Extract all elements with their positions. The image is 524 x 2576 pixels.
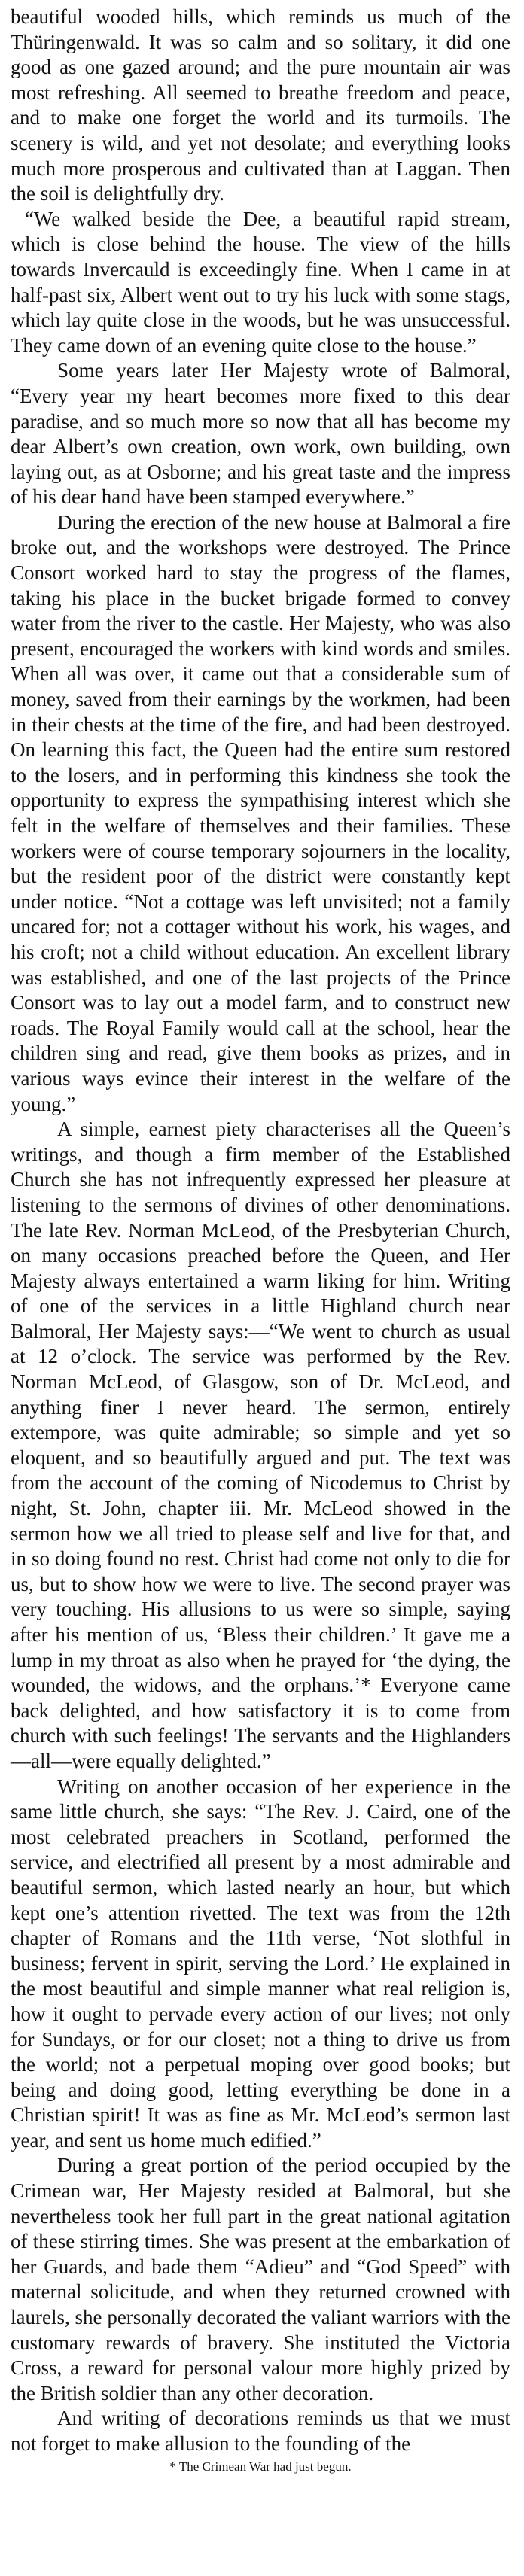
paragraph-1: beautiful wooded hills, which reminds us much of the Thüringenwald. It was so calm and so solitary, it did one good as one gazed around; and the pure mountain air was most refreshing. All seemed to breathe freedom and peace, and to make one forget the world and its turmoils. The scenery is wild, and yet not desolate; and everything looks much more prosperous and cultivated than at Laggan. Then the soil is delightfully dry. — [11, 5, 510, 205]
paragraph-2: “We walked beside the Dee, a beautiful rapid stream, which is close behind the house. The view of the hills towards Invercauld is exceedingly fine. When I came in at half-past six, Albert went out to try his luck with some stags, which lay quite close in the woods, but he was unsuccessful. They came down of an evening quite close to the house.” — [11, 207, 510, 357]
footnote: * The Crimean War had just begun. — [169, 2459, 352, 2474]
paragraph-4: During the erection of the new house at Balmoral a fire broke out, and the workshops were destroyed. The Prince Consort worked hard to stay the progress of the flames, taking his place in the bucket brigade formed to convey water from the river to the castle. Her Majesty, who was also present, encouraged the workers with kind words and smiles. When all was over, it came out that a considerable sum of money, saved from their earnings by the workmen, had been in their chests at the time of the fire, and had been destroyed. On learning this fact, the Queen had the entire sum restored to the losers, and in performing this kindness she took the opportunity to express the sympathising interest which she felt in the welfare of themselves and their families. These workers were of course temporary sojourners in the locality, but the resident poor of the district were constantly kept under notice. “Not a cottage was left unvisited; not a family uncared for; not a cottager without his work, his wages, and his croft; not a child without education. An excellent library was established, and one of the last projects of the Prince Consort was to lay out a model farm, and to construct new roads. The Royal Family would call at the school, hear the children sing and read, give them books as prizes, and in various ways evince their interest in the welfare of the young.” — [11, 510, 510, 1115]
paragraph-6: Writing on another occasion of her experience in the same little church, she says: “The Rev. J. Caird, one of the most celebrated preachers in Scotland, performed the service, and electrified all present by a most admirable and beautiful sermon, which lasted nearly an hour, but which kept one’s attention rivetted. The text was from the 12th chapter of Romans and the 11th verse, ‘Not slothful in business; fervent in spirit, serving the Lord.’ He explained in the most beautiful and simple manner what real religion is, how it ought to pervade every action of our lives; not only for Sundays, or for our closet; not a thing to drive us from the world; not a perpetual moping over good books; but being and doing good, letting everything be done in a Christian spirit! It was as fine as Mr. McLeod’s sermon last year, and sent us home much edified.” — [11, 1775, 510, 2152]
paragraph-8: And writing of decorations reminds us that we must not forget to make allusion to the founding of the — [11, 2407, 510, 2455]
paragraph-3: Some years later Her Majesty wrote of Balmoral, “Every year my heart becomes more fixed to this dear paradise, and so much more so now that all has become my dear Albert’s own creation, own work, own building, own laying out, as at Osborne; and his great taste and the impress of his dear hand have been stamped everywhere.” — [11, 359, 510, 509]
paragraph-5: A simple, earnest piety characterises all the Queen’s writings, and though a firm member of the Established Church she has not infrequently expressed her pleasure at listening to the sermons of divines of other denominations. The late Rev. Norman McLeod, of the Presbyterian Church, on many occasions preached before the Queen, and Her Majesty always entertained a warm liking for him. Writing of one of the services in a little Highland church near Balmoral, Her Majesty says:—“We went to church as usual at 12 o’clock. The service was performed by the Rev. Norman McLeod, of Glasgow, son of Dr. McLeod, and anything finer I never heard. The sermon, entirely extempore, was quite admirable; so simple and yet so eloquent, and so beautifully argued and put. The text was from the account of the coming of Nicodemus to Christ by night, St. John, chapter iii. Mr. McLeod showed in the sermon how we all tried to please self and live for that, and in so doing found no rest. Christ had come not only to die for us, but to show how we were to live. The second prayer was very touching. His allusions to us were so simple, saying after his mention of us, ‘Bless their children.’ It gave me a lump in my throat as also when he prayed for ‘the dying, the wounded, the widows, and the orphans.’* Everyone came back delighted, and how satisfactory it is to come from church with such feelings! The servants and the Highlanders—all—were equally delighted.” — [11, 1118, 510, 1772]
paragraph-7: During a great portion of the period occupied by the Crimean war, Her Majesty resided at Balmoral, but she nevertheless took her full part in the great national agitation of these stirring times. She was present at the embarkation of her Guards, and bade them “Adieu” and “God Speed” with maternal solicitude, and when they returned crowned with laurels, she personally decorated the valiant warriors with the customary rewards of bravery. She instituted the Victoria Cross, a reward for personal valour more highly prized by the British soldier than any other decoration. — [11, 2154, 510, 2404]
